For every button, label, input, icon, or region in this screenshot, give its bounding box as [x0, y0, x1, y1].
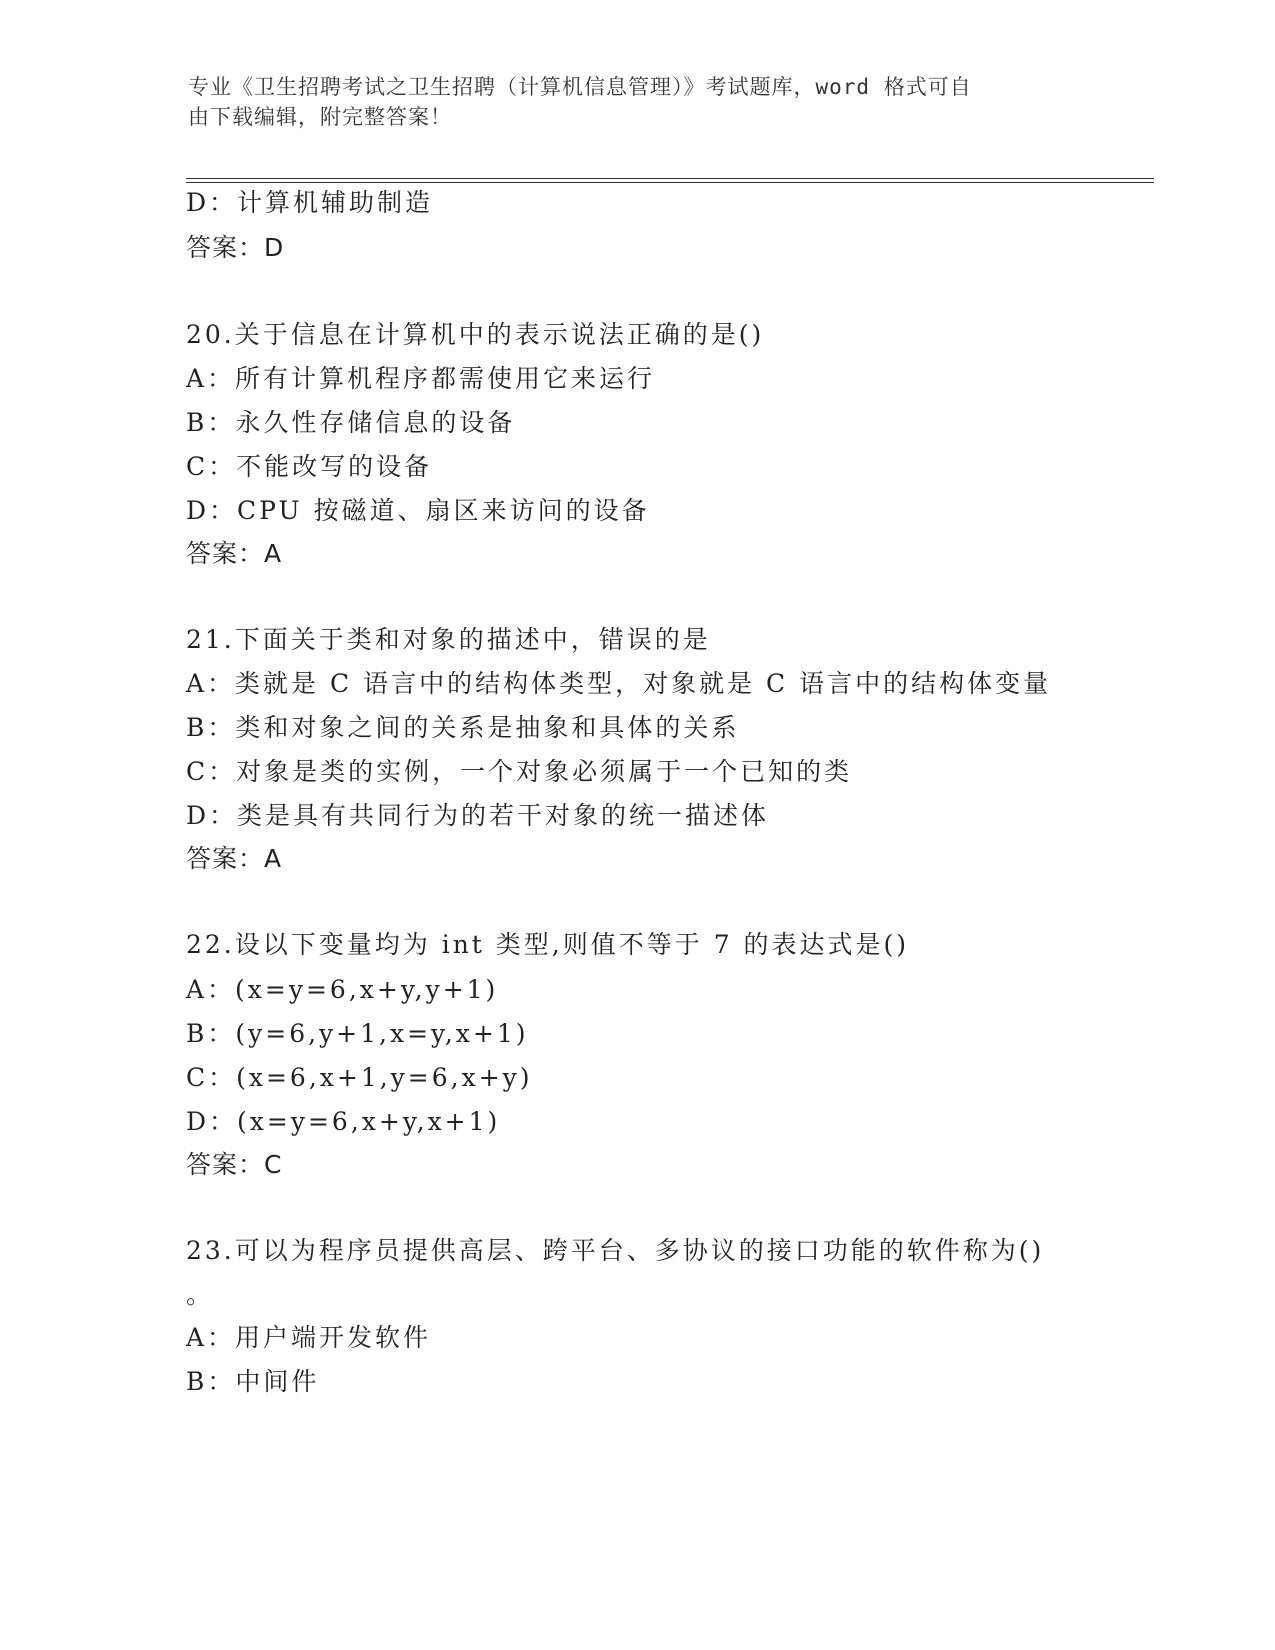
question-line-continued: 。 — [186, 1280, 215, 1309]
option-line: A：类就是 C 语言中的结构体类型，对象就是 C 语言中的结构体变量 — [186, 669, 1052, 698]
option-line: A：用户端开发软件 — [186, 1323, 432, 1352]
document-header — [188, 72, 1068, 132]
option-line: B：中间件 — [186, 1367, 320, 1396]
header-line-2: 由下载编辑，附完整答案！ — [188, 105, 452, 129]
header-rule-thick — [186, 178, 1154, 179]
option-line: B：永久性存储信息的设备 — [186, 408, 516, 437]
question-line: 22.设以下变量均为 int 类型,则值不等于 7 的表达式是() — [186, 930, 910, 959]
option-line: D：计算机辅助制造 — [186, 188, 434, 217]
question-line: 20.关于信息在计算机中的表示说法正确的是() — [186, 320, 765, 349]
answer-line: 答案：A — [186, 844, 283, 873]
option-line: D：(x=y=6,x+y,x+1) — [186, 1107, 501, 1136]
option-line: D：类是具有共同行为的若干对象的统一描述体 — [186, 801, 770, 830]
answer-line: 答案：A — [186, 539, 283, 568]
question-line: 21.下面关于类和对象的描述中，错误的是 — [186, 625, 711, 654]
header-rule-thin — [186, 182, 1154, 183]
option-line: B：(y=6,y+1,x=y,x+1) — [186, 1019, 529, 1048]
option-line: C：(x=6,x+1,y=6,x+y) — [186, 1063, 533, 1092]
option-line: A：所有计算机程序都需使用它来运行 — [186, 364, 656, 393]
option-line: A：(x=y=6,x+y,y+1) — [186, 975, 499, 1004]
option-line: C：对象是类的实例，一个对象必须属于一个已知的类 — [186, 757, 853, 786]
option-line: C：不能改写的设备 — [186, 452, 433, 481]
answer-line: 答案：C — [186, 1150, 283, 1179]
option-line: B：类和对象之间的关系是抽象和具体的关系 — [186, 713, 740, 742]
answer-line: 答案：D — [186, 233, 285, 262]
header-line-1: 专业《卫生招聘考试之卫生招聘（计算机信息管理）》考试题库，word 格式可自 — [188, 75, 972, 99]
option-line: D：CPU 按磁道、扇区来访问的设备 — [186, 496, 650, 525]
question-line: 23.可以为程序员提供高层、跨平台、多协议的接口功能的软件称为() — [186, 1236, 1045, 1265]
